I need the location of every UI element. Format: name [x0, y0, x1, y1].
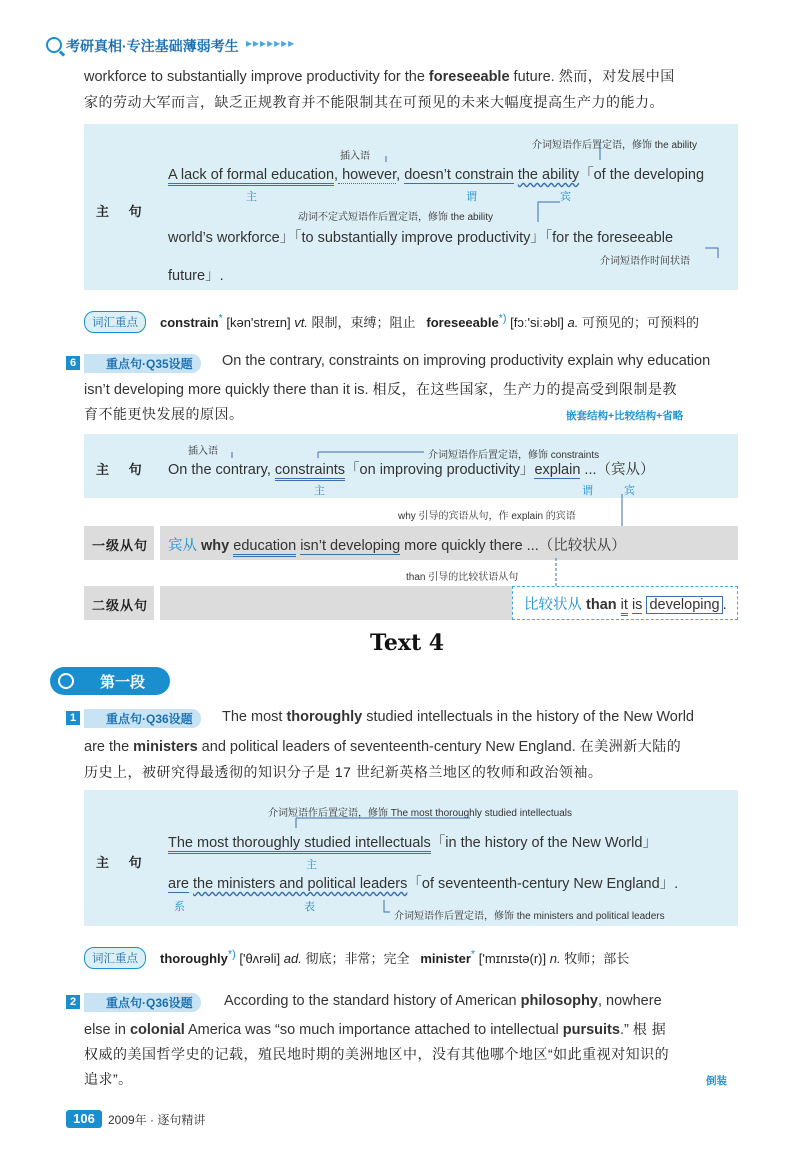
- section-title: Text 4: [370, 630, 445, 656]
- bold-word: philosophy: [520, 993, 598, 1009]
- role-link: 系: [174, 901, 185, 913]
- role-object: 宾: [560, 191, 571, 203]
- predicative-phrase: the ministers and political leaders: [193, 876, 408, 892]
- intro-en-bold: foreseeable: [428, 69, 510, 85]
- attributive-phrase: 「in the history of the New World」: [430, 835, 657, 851]
- level2-label: 二级从句: [92, 598, 149, 613]
- item6-cn-line-3: 育不能更快发展的原因。: [84, 406, 244, 422]
- role-predicative: 表: [304, 901, 315, 913]
- role-subject: 主: [306, 859, 317, 871]
- subject-phrase: The most thoroughly studied intellectuals: [168, 835, 431, 854]
- analysis3-sentence-1: [168, 831, 657, 852]
- sentence-suffix: ...（宾从）: [580, 462, 655, 478]
- definition: 牧师；部长: [564, 951, 630, 966]
- item-number: 1: [66, 711, 80, 725]
- pronunciation: ['θʌrəli]: [239, 951, 281, 966]
- cn-span: 根 据: [632, 1021, 667, 1037]
- comma: ,: [396, 167, 405, 183]
- header-title: 考研真相·专注基础薄弱考生: [66, 38, 239, 54]
- text-span: else in: [84, 1022, 130, 1038]
- text-span: and political leaders of seventeenth-century New England.: [197, 739, 580, 755]
- vocab-tag: 词汇重点: [84, 947, 146, 969]
- attributive-phrase: 「on improving productivity」: [345, 462, 535, 478]
- omitted-word: developing: [646, 596, 722, 614]
- item6-line-2: [84, 379, 677, 399]
- bold-word: thoroughly: [286, 709, 363, 725]
- item6-en-2: isn’t developing more quickly there than it is.: [84, 382, 373, 398]
- definition: 限制，束缚；阻止: [311, 315, 416, 330]
- part-of-speech: n.: [549, 951, 561, 966]
- verb-phrase: isn’t developing: [300, 538, 401, 554]
- role-subject: 主: [314, 485, 325, 497]
- text-span: America was “so much importance attached to intellectual: [184, 1022, 563, 1038]
- star-icon: *: [218, 312, 223, 325]
- item2-cn-line-4: 追求”。: [84, 1071, 133, 1087]
- intro-cn-tail: 然而，对发展中国: [558, 68, 675, 84]
- item1-en-line-1: [222, 709, 694, 725]
- comma: ,: [334, 167, 339, 183]
- star-icon: *: [470, 948, 476, 961]
- search-logo-icon: [46, 37, 62, 53]
- insert-however: however: [338, 167, 397, 183]
- conjunction-than: than: [582, 597, 621, 613]
- footer-text: 2009年 · 逐句精讲: [108, 1113, 206, 1127]
- note-prep-constraints: 介词短语作后置定语，修饰 constraints: [428, 450, 600, 461]
- item6-en-line-1: On the contrary, constraints on improving productivity explain why education: [222, 353, 711, 369]
- note-than-clause: than 引导的比较状语从句: [406, 572, 519, 583]
- key-sentence-tag: 重点句·Q36设题: [84, 709, 201, 728]
- bold-word: colonial: [129, 1022, 185, 1038]
- item1-cn-line-3: 历史上，被研究得最透彻的知识分子是 17 世纪新英格兰地区的牧师和政治领袖。: [84, 764, 603, 780]
- verb-phrase: doesn’t constrain: [404, 167, 514, 183]
- definition: 彻底；非常；完全: [305, 951, 410, 966]
- linking-verb: are: [168, 876, 189, 892]
- analysis1-sentence-3: future」.: [168, 268, 224, 284]
- role-subject: 主: [246, 191, 257, 203]
- vocab-word: foreseeable: [426, 315, 499, 330]
- key-sentence-tag: 重点句·Q35设题: [84, 354, 201, 373]
- note-insert: 插入语: [340, 151, 370, 162]
- paragraph-label: 第一段: [100, 674, 146, 691]
- intro-cn-line: 家的劳动大军而言，缺乏正规教育并不能限制其在可预见的未来大幅度提高生产力的能力。: [84, 94, 664, 110]
- text-span: The most: [222, 709, 287, 725]
- text-span: are the: [84, 739, 134, 755]
- role-object: 宾: [624, 485, 635, 497]
- role-verb: 谓: [466, 191, 477, 203]
- main-clause-label: 主 句: [96, 855, 150, 870]
- text-span: According to the standard history of American: [224, 993, 521, 1009]
- subject-word: constraints: [275, 462, 345, 481]
- pronunciation: [fɔː'siːəbl]: [510, 315, 564, 330]
- cn-span: 在美洲新大陆的: [579, 738, 682, 754]
- subject-word: education: [233, 538, 296, 557]
- level1-label: 一级从句: [92, 538, 149, 553]
- note-infinitive: 动词不定式短语作后置定语，修饰 the ability: [298, 212, 494, 223]
- note-why-clause: why 引导的宾语从句，作 explain 的宾语: [398, 511, 576, 522]
- key-sentence-tag: 重点句·Q36设题: [84, 993, 201, 1012]
- definition: 可预见的；可预料的: [582, 315, 700, 330]
- note-prep-bottom: 介词短语作后置定语，修饰 the ministers and political leaders: [394, 911, 665, 922]
- conjunction-why: why: [197, 538, 234, 554]
- main-clause-label: 主 句: [96, 204, 150, 219]
- structure-tag: 嵌套结构+比较结构+省略: [566, 410, 684, 422]
- pronunciation: [kən'streɪn]: [226, 315, 291, 330]
- bold-word: ministers: [133, 739, 198, 755]
- intro-en-line: [84, 66, 675, 86]
- role-verb: 谓: [582, 485, 593, 497]
- vocab-word: constrain: [160, 315, 219, 330]
- analysis2-main-sentence: [168, 458, 655, 479]
- text-span: , nowhere: [597, 993, 662, 1009]
- star-icon: *): [227, 948, 236, 961]
- vocab-word: minister: [420, 951, 471, 966]
- sentence-prefix: On the contrary,: [168, 462, 275, 478]
- note-prep-top: 介词短语作后置定语，修饰 The most thoroughly studied intellectuals: [268, 808, 572, 819]
- part-of-speech: ad.: [283, 951, 302, 966]
- vocab-tag: 词汇重点: [84, 311, 146, 333]
- subject-phrase: A lack of formal education: [168, 167, 334, 186]
- text-span: studied intellectuals in the history of the New World: [362, 709, 694, 725]
- vocab-line-1: [160, 312, 699, 331]
- part-of-speech: vt.: [294, 315, 308, 330]
- item2-line-2: [84, 1019, 666, 1039]
- part-of-speech: a.: [567, 315, 579, 330]
- header-arrows-icon: ▸▸▸▸▸▸▸: [246, 36, 296, 50]
- main-clause-label: 主 句: [96, 462, 150, 477]
- analysis3-sentence-2: [168, 872, 678, 893]
- note-prep-ability: 介词短语作后置定语，修饰 the ability: [532, 140, 698, 151]
- bold-word: pursuits: [562, 1022, 620, 1038]
- level2-sentence: [524, 593, 727, 614]
- note-insert: 插入语: [188, 446, 218, 457]
- vocab-line-2: [160, 948, 629, 967]
- item1-line-2: [84, 736, 681, 756]
- note-time-adverbial: 介词短语作时间状语: [600, 256, 690, 267]
- item6-cn-2: 相反，在这些国家，生产力的提高受到限制是教: [372, 381, 678, 397]
- item2-en-line-1: [224, 993, 662, 1009]
- search-icon: [58, 673, 74, 689]
- analysis1-sentence-1: [168, 163, 704, 184]
- intro-en-suffix: future.: [509, 69, 559, 85]
- attributive-phrase: 「of seventeenth-century New England」.: [407, 876, 679, 892]
- text-span: .”: [619, 1022, 633, 1038]
- clause-tag: 比较状从: [524, 597, 582, 613]
- verb-word: is: [631, 597, 643, 613]
- page-number: 106: [66, 1110, 102, 1128]
- intro-en-prefix: workforce to substantially improve productivity for the: [84, 69, 429, 85]
- item-number: 6: [66, 356, 80, 370]
- vocab-word: thoroughly: [160, 951, 228, 966]
- item2-cn-line-3: 权威的美国哲学史的记载，殖民地时期的美洲地区中，没有其他哪个地区“如此重视对知识的: [84, 1046, 670, 1062]
- sentence-rest: more quickly there ...（比较状从）: [400, 538, 626, 554]
- inversion-tag: 倒装: [706, 1075, 727, 1087]
- item-number: 2: [66, 995, 80, 1009]
- sentence-rest: 「of the developing: [579, 167, 705, 183]
- subject-word: it: [621, 597, 628, 616]
- star-icon: *): [498, 312, 507, 325]
- analysis1-sentence-2: world’s workforce」「to substantially improve productivity」「for the foreseeable: [168, 230, 674, 246]
- object-phrase: the ability: [517, 167, 580, 183]
- period: .: [722, 597, 727, 613]
- level1-sentence: [168, 534, 626, 555]
- verb-word: explain: [534, 462, 581, 478]
- clause-tag: 宾从: [168, 538, 197, 554]
- pronunciation: ['mɪnɪstə(r)]: [478, 951, 547, 966]
